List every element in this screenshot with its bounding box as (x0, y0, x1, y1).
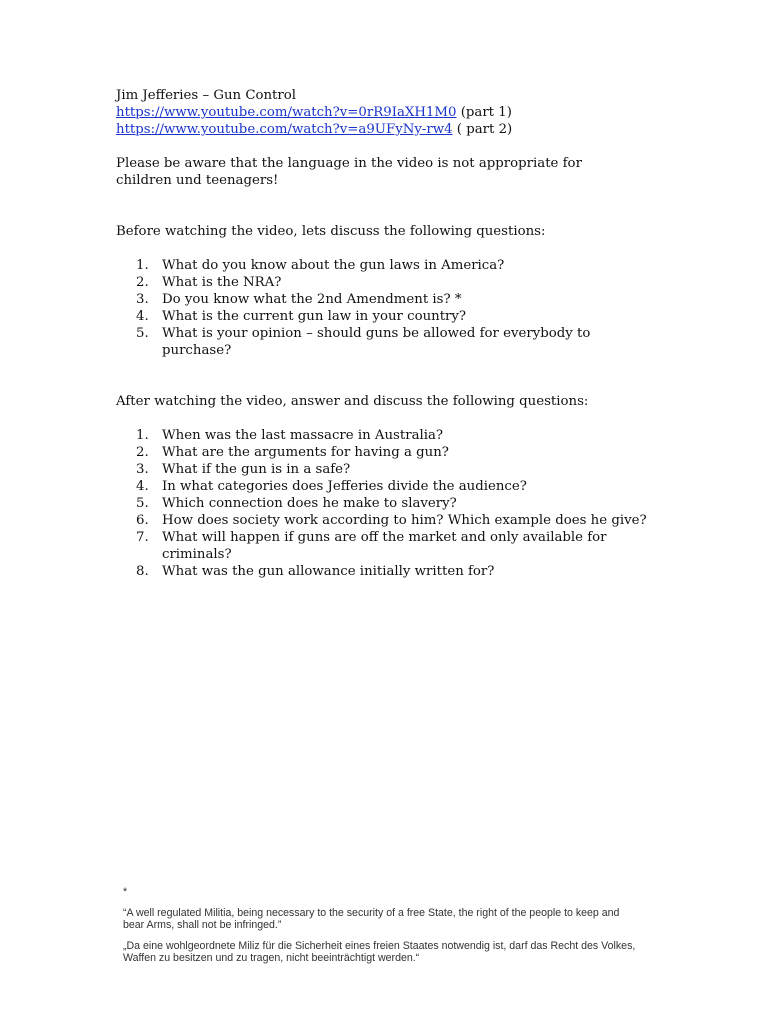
footnote-english-quote: “A well regulated Militia, being necessary to the security of a free State, the right of the people to keep and bear Arms, shall not be infringed.” (123, 906, 620, 931)
after-intro: After watching the video, answer and discuss the following questions: (116, 394, 589, 409)
video-link-part-2-note: ( part 2) (452, 122, 513, 137)
video-link-part-2[interactable]: https://www.youtube.com/watch?v=a9UFyNy-rw4 (116, 122, 453, 137)
list-item: 3. What if the gun is in a safe? (136, 462, 351, 477)
list-item: 6. How does society work according to him? Which example does he give? (136, 513, 647, 528)
before-intro: Before watching the video, lets discuss the following questions: (116, 224, 546, 239)
video-link-part-1-note: (part 1) (456, 105, 512, 120)
list-item: 5. What is your opinion – should guns be allowed for everybody to purchase? (136, 326, 591, 358)
list-item: 1. When was the last massacre in Australia? (136, 428, 444, 443)
list-item: 5. Which connection does he make to slavery? (136, 496, 457, 511)
before-questions-list (116, 257, 676, 359)
document-title: Jim Jefferies – Gun Control (116, 88, 297, 103)
footnote-marker: * (123, 886, 128, 898)
list-item: 2. What are the arguments for having a gun? (136, 445, 449, 460)
footnote (123, 886, 643, 973)
language-warning: Please be aware that the language in the video is not appropriate for children und teenagers! (116, 156, 582, 188)
list-item: 4. In what categories does Jefferies divide the audience? (136, 479, 527, 494)
list-item: 4. What is the current gun law in your country? (136, 309, 467, 324)
after-questions-list (116, 427, 676, 580)
list-item: 1. What do you know about the gun laws in America? (136, 258, 505, 273)
footnote-german-quote: „Da eine wohlgeordnete Miliz für die Sicherheit eines freien Staates notwendig ist, darf das Recht des Volkes, Waffen zu besitzen und zu tragen, nicht beeinträchtigt werden.“ (123, 939, 636, 964)
list-item: 8. What was the gun allowance initially written for? (136, 564, 495, 579)
list-item: 3. Do you know what the 2nd Amendment is? * (136, 292, 462, 307)
list-item: 7. What will happen if guns are off the market and only available for criminals? (136, 530, 607, 562)
document-body (116, 87, 676, 580)
video-link-row-1 (116, 104, 676, 121)
video-link-row-2 (116, 121, 676, 138)
list-item: 2. What is the NRA? (136, 275, 282, 290)
video-link-part-1[interactable]: https://www.youtube.com/watch?v=0rR9IaXH1M0 (116, 105, 457, 120)
